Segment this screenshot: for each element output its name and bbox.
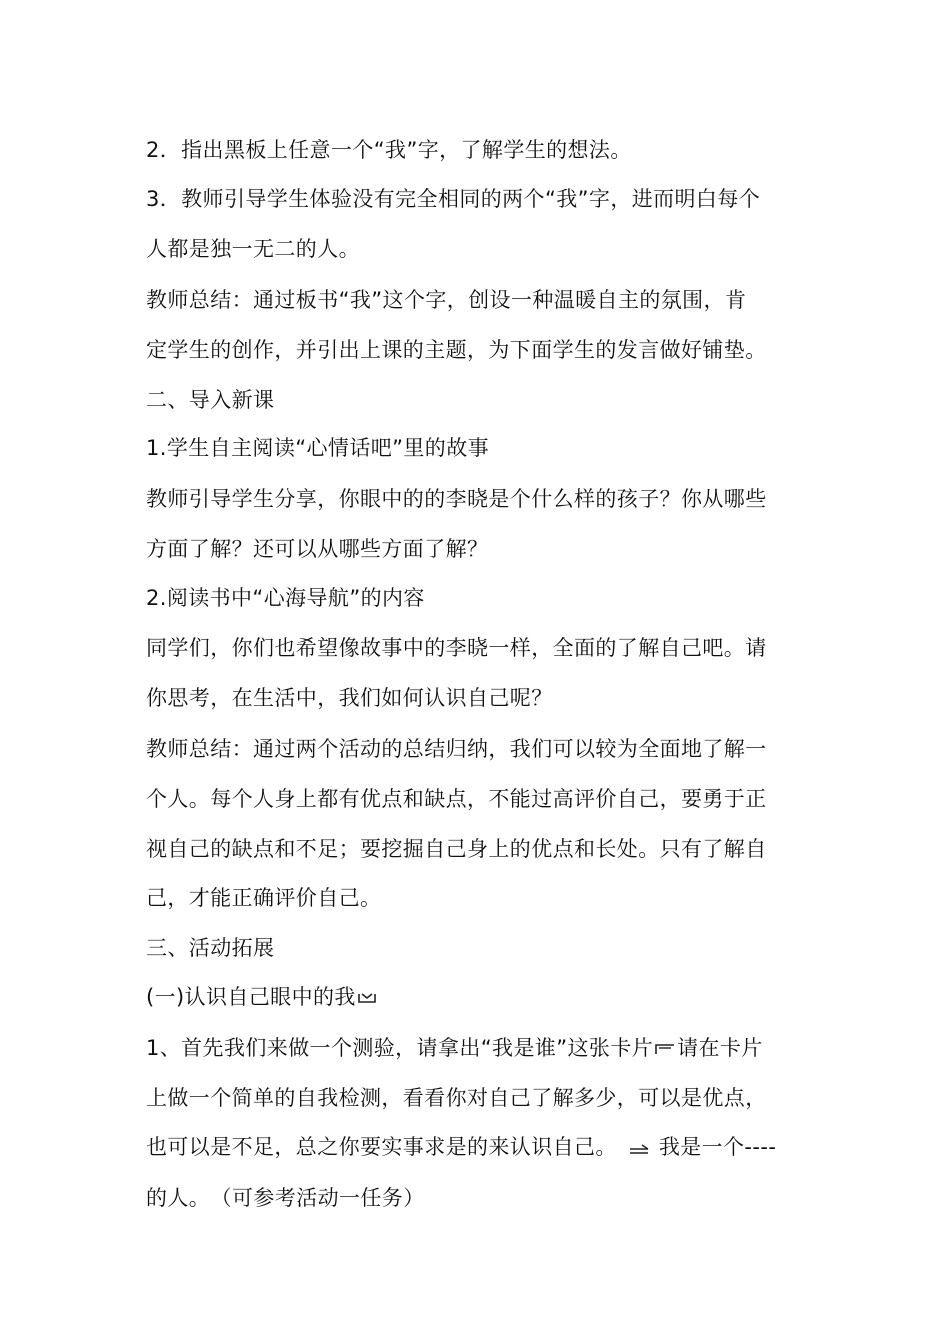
- paragraph-line: 人都是独一无二的人。: [146, 237, 360, 261]
- paragraph-line: 上做一个简单的自我检测，看看你对自己了解多少，可以是优点，: [146, 1086, 767, 1110]
- line-text: 请在卡片: [677, 1036, 763, 1060]
- line-text: 也可以是不足，总之你要实事求是的来认识自己。: [146, 1135, 617, 1159]
- paragraph-line: 你思考，在生活中，我们如何认识自己呢？: [146, 686, 553, 710]
- section-heading: 二、导入新课: [146, 388, 275, 412]
- paragraph-line: 定学生的创作，并引出上课的主题，为下面学生的发言做好铺垫。: [146, 338, 767, 362]
- paragraph-line: 2.阅读书中“心海导航”的内容: [146, 586, 425, 610]
- section-heading: 三、活动拓展: [146, 936, 275, 960]
- paragraph-line: 方面了解？还可以从哪些方面了解？: [146, 537, 489, 561]
- paragraph-line: 同学们，你们也希望像故事中的李晓一样，全面的了解自己吧。请: [146, 636, 767, 660]
- paragraph-line: 的人。 （可参考活动一任务）: [146, 1186, 425, 1210]
- line-text: 1、首先我们来做一个测验，请拿出“我是谁”这张卡片: [146, 1036, 654, 1060]
- paragraph-line: 教师总结：通过两个活动的总结归纳，我们可以较为全面地了解一: [146, 737, 767, 761]
- paragraph-line: 个人。每个人身上都有优点和缺点，不能过高评价自己，要勇于正: [146, 787, 767, 811]
- paragraph-line: 1.学生自主阅读“心情话吧”里的故事: [146, 436, 489, 460]
- paragraph-line: [146, 981, 816, 1013]
- tray-mark-icon: [358, 982, 376, 1013]
- paragraph-line: 己，才能正确评价自己。: [146, 886, 382, 910]
- paragraph-line: 2．指出黑板上任意一个“我”字，了解学生的想法。: [146, 138, 632, 162]
- line-text: (一)认识自己眼中的我: [146, 985, 356, 1009]
- paragraph-line: 3．教师引导学生体验没有完全相同的两个“我”字，进而明白每个: [146, 187, 761, 211]
- bracket-mark-icon: [655, 1033, 675, 1064]
- line-text: 我是一个----: [658, 1135, 777, 1159]
- paragraph-line: 教师引导学生分享，你眼中的的李晓是个什么样的孩子？你从哪些: [146, 487, 767, 511]
- paragraph-line: [146, 1032, 816, 1064]
- paragraph-line: 视自己的缺点和不足；要挖掘自己身上的优点和长处。只有了解自: [146, 837, 767, 861]
- return-mark-icon: [629, 1132, 649, 1163]
- paragraph-line: [146, 1131, 816, 1163]
- paragraph-line: 教师总结：通过板书“我”这个字，创设一种温暖自主的氛围，肯: [146, 288, 747, 312]
